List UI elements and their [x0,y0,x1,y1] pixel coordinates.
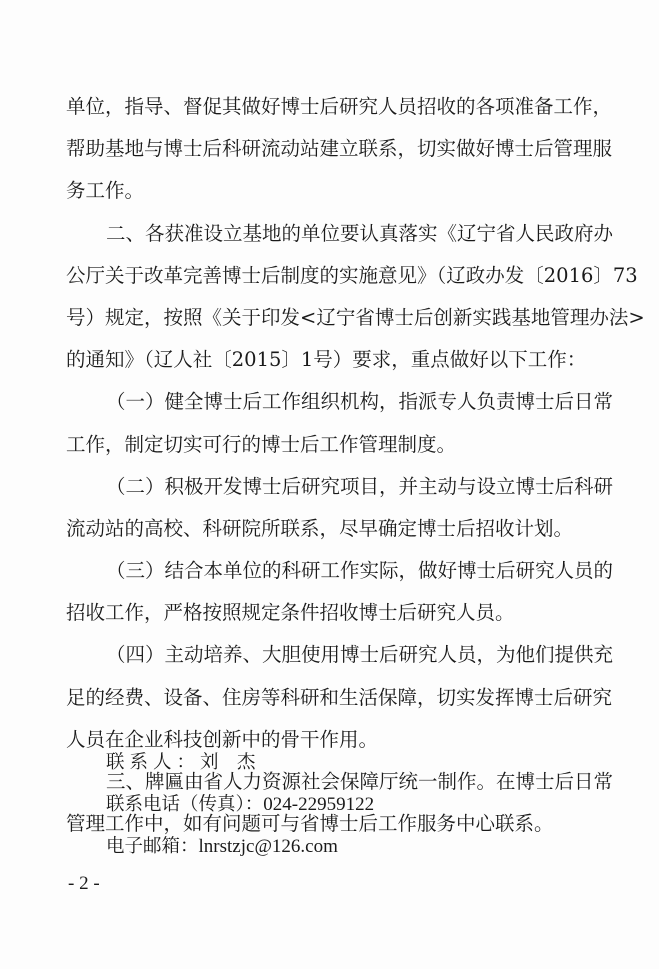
text-line: 的通知》（辽人社〔2015〕1号）要求，重点做好以下工作： [66,348,587,372]
text-line: 招收工作，严格按照规定条件招收博士后研究人员。 [66,601,515,625]
text-line: （二）积极开发博士后研究项目，并主动与设立博士后科研 [106,474,614,498]
contact-person-value: 刘 杰 [200,752,256,773]
text-line: 三、牌匾由省人力资源社会保障厅统一制作。在博士后日常 [106,770,614,793]
contact-person-label: 联系人： [106,752,201,773]
text-line: 工作，制定切实可行的博士后工作管理制度。 [66,432,457,456]
text-line: （三）结合本单位的科研工作实际，做好博士后研究人员的 [106,559,614,583]
text-line: 公厅关于改革完善博士后制度的实施意见》（辽政办发〔2016〕73 [66,263,638,287]
contact-email-row [106,826,374,868]
paragraph-section-2 [66,213,645,382]
text-line: （四）主动培养、大胆使用博士后研究人员，为他们提供充 [106,643,614,667]
text-line: 足的经费、设备、住房等科研和生活保障，切实发挥博士后研究 [66,685,613,709]
contact-phone-label: 联系电话（传真）： [106,794,264,815]
text-line: 管理工作中，如有问题可与省博士后工作服务中心联系。 [66,812,554,836]
text-line: 帮助基地与博士后科研流动站建立联系，切实做好博士后管理服 [66,137,613,161]
text-line: 二、各获准设立基地的单位要认真落实《辽宁省人民政府办 [106,221,614,245]
text-line: 流动站的高校、科研院所联系，尽早确定博士后招收计划。 [66,516,574,540]
contact-email-label: 电子邮箱： [106,836,199,857]
text-line: 号）规定，按照《关于印发<辽宁省博士后创新实践基地管理办法> [66,305,645,329]
text-line: 单位，指导、督促其做好博士后研究人员招收的各项准备工作， [66,95,613,118]
paragraph-item-3 [66,550,614,634]
contact-person-row [106,742,374,784]
contact-email-value: lnrstzjc@126.com [198,836,338,857]
paragraph-item-2 [66,466,614,550]
body-text [66,86,645,845]
contact-phone-row [106,784,374,826]
page-number: - 2 - [68,873,100,894]
paragraph-continuation [66,86,613,213]
paragraph-item-1 [66,381,614,465]
contact-phone-value: 024-22959122 [263,794,375,815]
text-line: 人员在企业科技创新中的骨干作用。 [66,727,379,751]
text-line: 务工作。 [66,179,145,203]
text-line: （一）健全博士后工作组织机构，指派专人负责博士后日常 [106,390,614,414]
contact-block [106,742,374,868]
